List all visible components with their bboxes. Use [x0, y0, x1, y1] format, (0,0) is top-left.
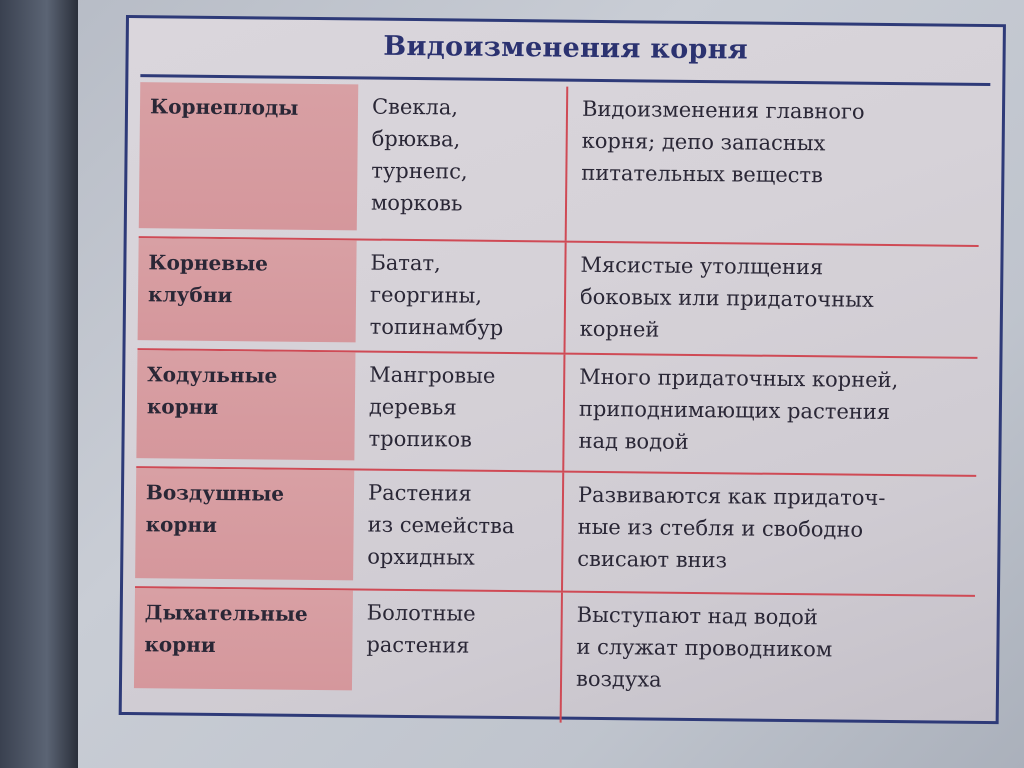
root-modifications-table: [134, 82, 981, 727]
row-examples-cell: Мангровые деревья тропиков: [354, 352, 565, 470]
table-row: [137, 238, 978, 359]
row-examples-cell: Свекла, брюква, турнепс, морковь: [357, 84, 569, 240]
row-name-cell: Корневые клубни: [138, 238, 357, 342]
table-title: Видоизменения корня: [383, 30, 749, 66]
table-row: [139, 82, 981, 247]
row-examples-cell: Болотные растения: [352, 590, 563, 722]
row-description-cell: Выступают над водой и служат проводником воздуха: [575, 602, 833, 692]
row-description-cell: Много придаточных корней, приподнимающих растения над водой: [578, 364, 899, 454]
row-examples-cell: Батат, георгины, топинамбур: [356, 240, 567, 352]
row-description-cell: Мясистые утолщения боковых или придаточных корней: [579, 252, 874, 342]
left-page-edge: [0, 0, 78, 768]
table-row: [136, 350, 977, 477]
row-examples-cell: Растения из семейства орхидных: [353, 470, 564, 590]
row-name-cell: Корнеплоды: [139, 82, 359, 230]
row-name-cell: Воздушные корни: [135, 468, 354, 580]
row-name-cell: Дыхательные корни: [134, 588, 353, 690]
row-description-cell: Развиваются как придаточ- ные из стебля и свободно свисают вниз: [577, 482, 886, 573]
row-name-cell: Ходульные корни: [136, 350, 355, 460]
table-row: [134, 588, 975, 727]
table-frame: [119, 15, 1006, 724]
row-description-cell: Видоизменения главного корня; депо запасных питательных веществ: [581, 96, 865, 188]
table-row: [135, 468, 976, 597]
